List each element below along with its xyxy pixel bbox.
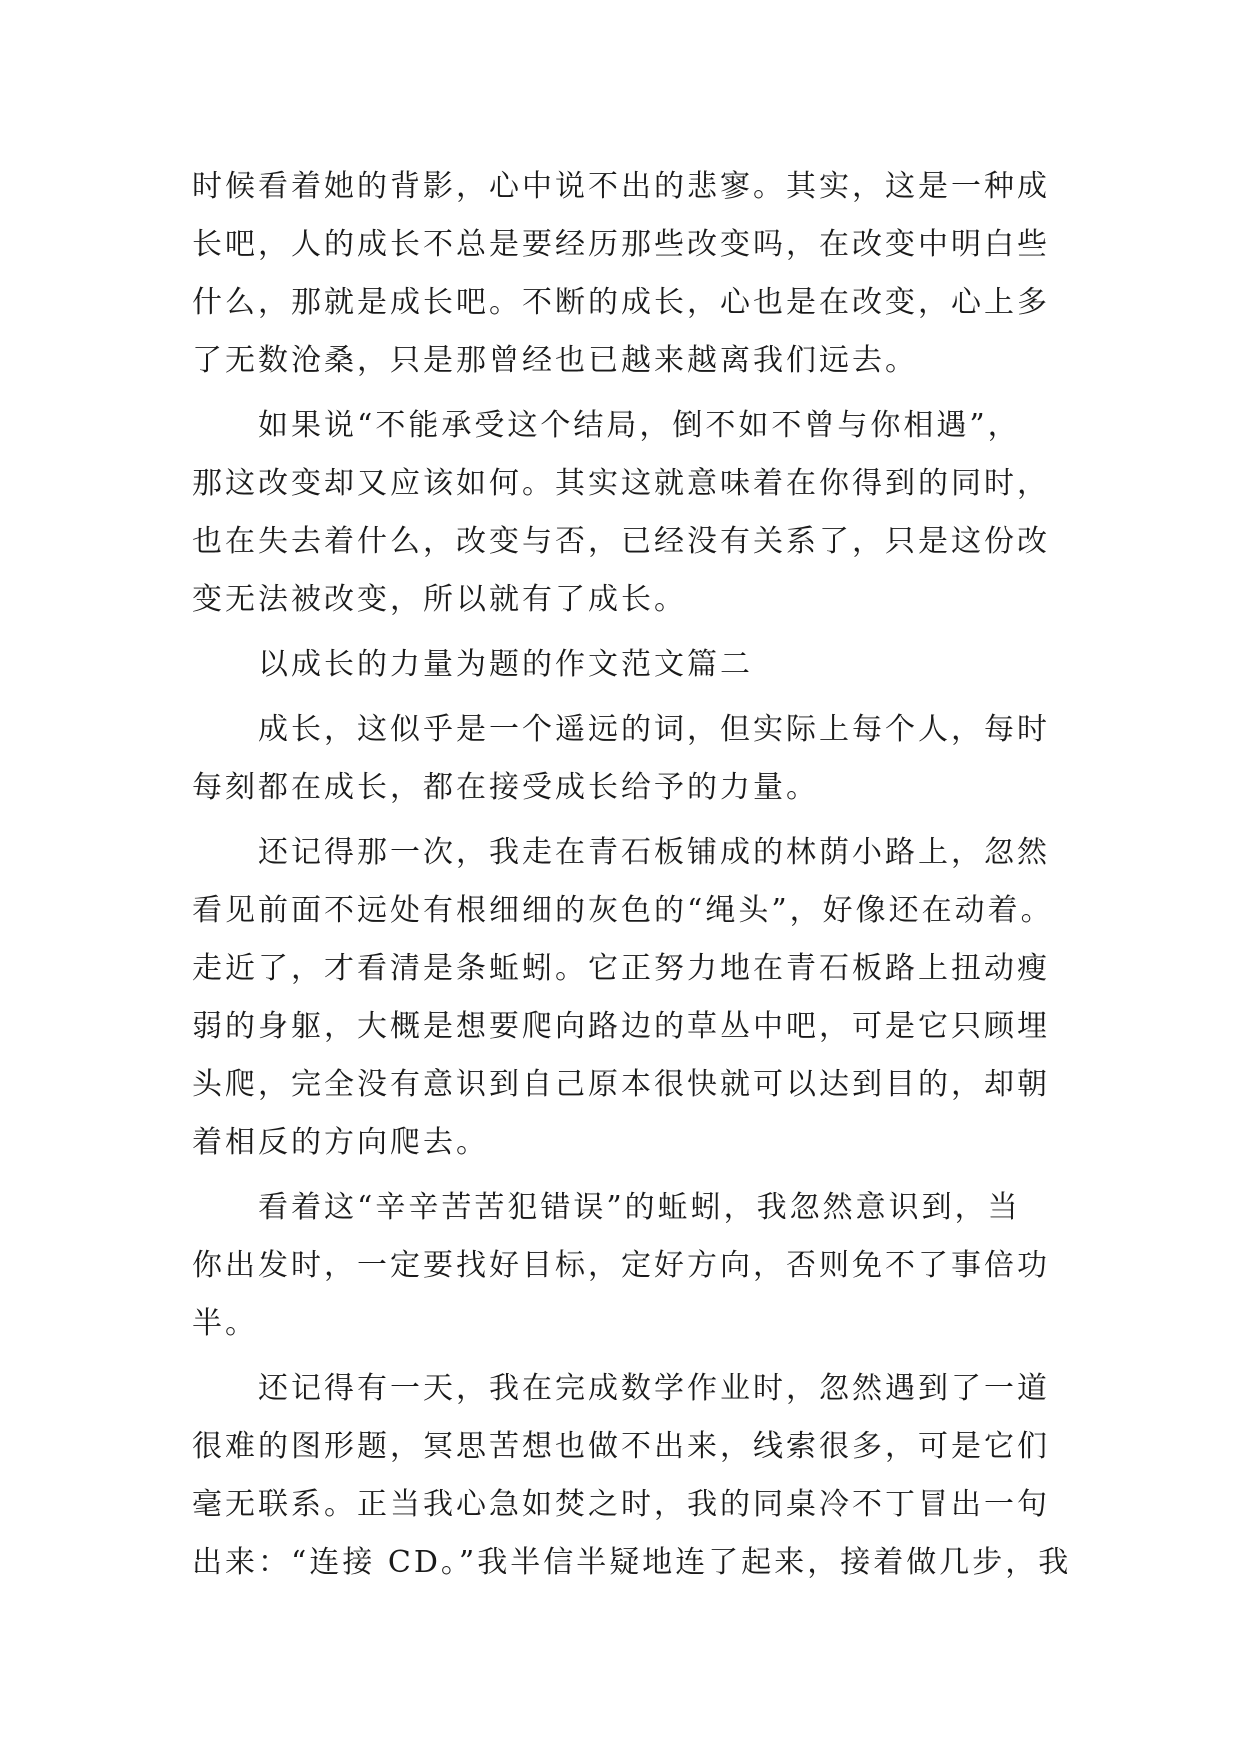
text-line: 长吧，人的成长不总是要经历那些改变吗，在改变中明白些 (192, 227, 1050, 262)
text-line: 看见前面不远处有根细细的灰色的“绳头”，好像还在动着。 (192, 893, 1054, 928)
text-line: 那这改变却又应该如何。其实这就意味着在你得到的同时， (192, 466, 1050, 501)
text-line: 什么，那就是成长吧。不断的成长，心也是在改变，心上多 (192, 285, 1050, 320)
paragraph-gap (192, 1172, 1062, 1179)
text-line: 你出发时，一定要找好目标，定好方向，否则免不了事倍功 (192, 1248, 1050, 1283)
text-line: 也在失去着什么，改变与否，已经没有关系了，只是这份改 (192, 524, 1050, 559)
text-line: 着相反的方向爬去。 (192, 1125, 489, 1160)
paragraph-gap (192, 390, 1062, 397)
text-line: 如果说“不能承受这个结局，倒不如不曾与你相遇”， (258, 408, 1021, 443)
text-line: 变无法被改变，所以就有了成长。 (192, 582, 687, 617)
text-line: 毫无联系。正当我心急如焚之时，我的同桌冷不丁冒出一句 (192, 1487, 1050, 1522)
text-line: 走近了，才看清是条蚯蚓。它正努力地在青石板路上扭动瘦 (192, 951, 1050, 986)
paragraph-gap (192, 817, 1062, 824)
text-line: 弱的身躯，大概是想要爬向路边的草丛中吧，可是它只顾埋 (192, 1009, 1050, 1044)
text-line: 每刻都在成长，都在接受成长给予的力量。 (192, 770, 819, 805)
paragraph-gap (192, 1353, 1062, 1360)
text-line: 还记得有一天，我在完成数学作业时，忽然遇到了一道 (258, 1371, 1050, 1406)
text-line: 头爬，完全没有意识到自己原本很快就可以达到目的，却朝 (192, 1067, 1050, 1102)
text-line: 了无数沧桑，只是那曾经也已越来越离我们远去。 (192, 343, 918, 378)
text-line: 很难的图形题，冥思苦想也做不出来，线索很多，可是它们 (192, 1429, 1050, 1464)
text-line: 时候看着她的背影，心中说不出的悲寥。其实，这是一种成 (192, 169, 1050, 204)
text-line: 以成长的力量为题的作文范文篇二 (258, 647, 753, 682)
document-body (192, 158, 1072, 1592)
text-line: 成长，这似乎是一个遥远的词，但实际上每个人，每时 (258, 712, 1050, 747)
paragraph-gap (192, 629, 1062, 636)
text-line: 看着这“辛辛苦苦犯错误”的蚯蚓，我忽然意识到，当 (258, 1190, 1021, 1225)
text-line: 半。 (192, 1306, 258, 1341)
text-line: 出来：“连接 CD。”我半信半疑地连了起来，接着做几步，我 (192, 1545, 1072, 1580)
text-line: 还记得那一次，我走在青石板铺成的林荫小路上，忽然 (258, 835, 1050, 870)
paragraph-gap (192, 694, 1062, 701)
